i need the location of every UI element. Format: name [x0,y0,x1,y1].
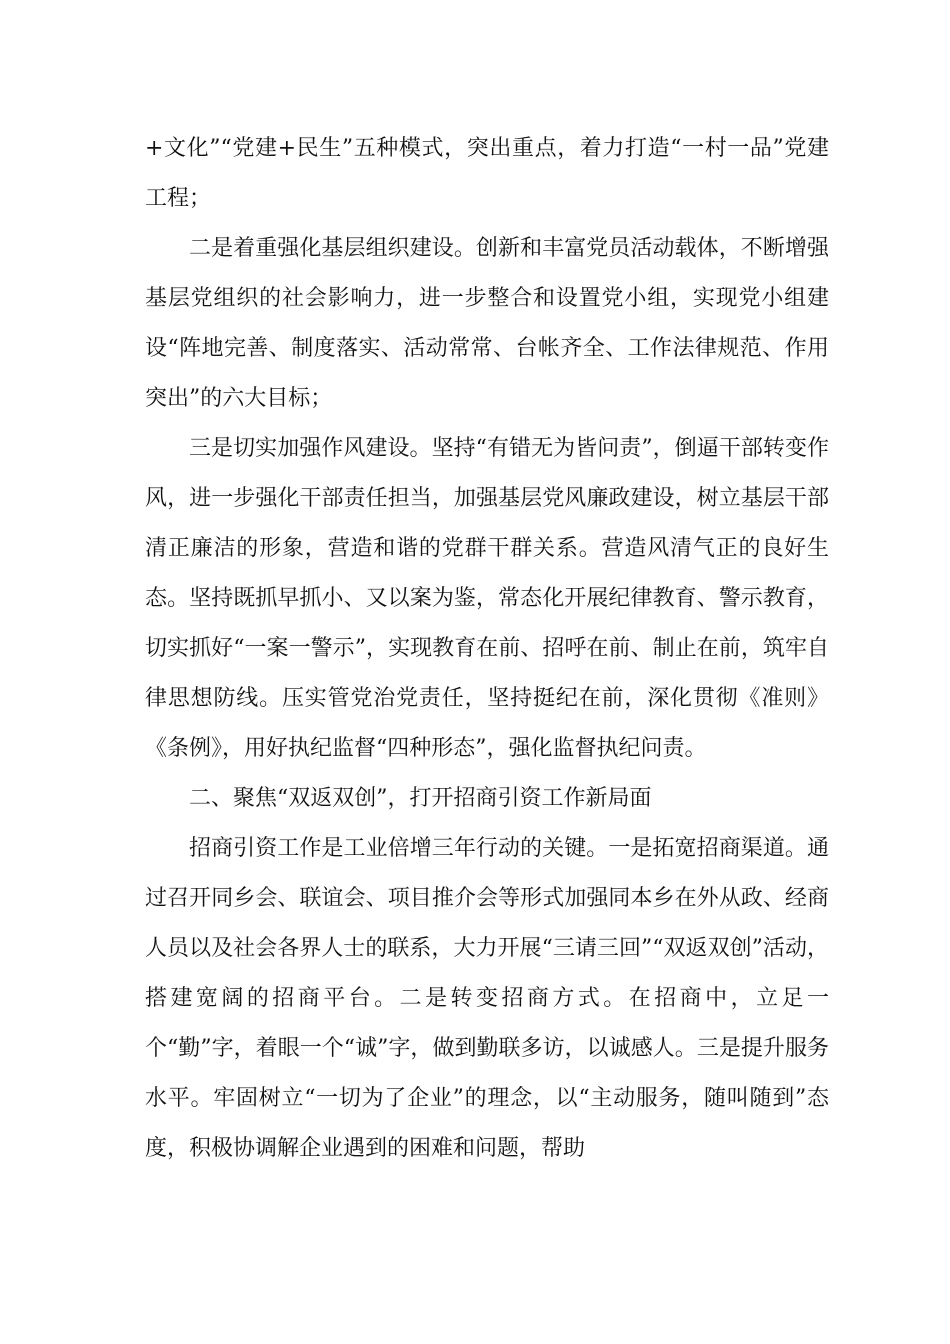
paragraph-investment-attraction: 招商引资工作是工业倍增三年行动的关键。一是拓宽招商渠道。通过召开同乡会、联谊会、项目推介会等形式加强同本乡在外从政、经商人员以及社会各界人士的联系，大力开展“三请三回”“双返双创”活动，搭建宽阔的招商平台。二是转变招商方式。在招商中，立足一个“勤”字，着眼一个“诚”字，做到勤联多访，以诚感人。三是提升服务水平。牢固树立“一切为了企业”的理念，以“主动服务，随叫随到”态度，积极协调解企业遇到的困难和问题，帮助 [145,836,829,1161]
section-heading-investment: 二、聚焦“双返双创”，打开招商引资工作新局面 [189,786,652,811]
paragraph-organization-building: 二是着重强化基层组织建设。创新和丰富党员活动载体，不断增强基层党组织的社会影响力，进一步整合和设置党小组，实现党小组建设“阵地完善、制度落实、活动常常、台帐齐全、工作法律规范、作用突出”的六大目标； [145,236,829,411]
paragraph-work-style-building: 三是切实加强作风建设。坚持“有错无为皆问责”，倒逼干部转变作风，进一步强化干部责任担当，加强基层党风廉政建设，树立基层干部清正廉洁的形象，营造和谐的党群干群关系。营造风清气正的良好生态。坚持既抓早抓小、又以案为鉴，常态化开展纪律教育、警示教育，切实抓好“一案一警示”，实现教育在前、招呼在前、制止在前，筑牢自律思想防线。压实管党治党责任，坚持挺纪在前，深化贯彻《准则》《条例》，用好执纪监督“四种形态”，强化监督执纪问责。 [145,436,829,761]
document-body [145,124,829,1174]
paragraph-continuation: +文化”“党建+民生”五种模式，突出重点，着力打造“一村一品”党建工程； [145,136,829,211]
